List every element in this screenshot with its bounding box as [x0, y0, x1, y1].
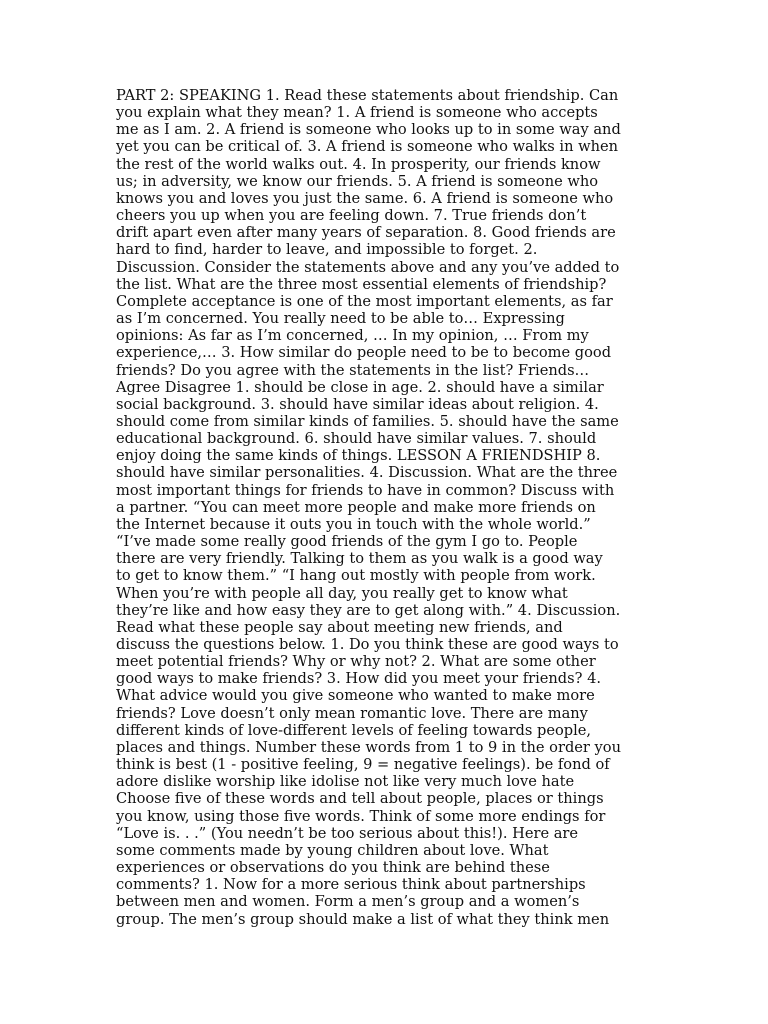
- text-line: should have similar personalities. 4. Discussion. What are the three: [116, 464, 618, 482]
- text-line: most important things for friends to have in common? Discuss with: [116, 481, 615, 499]
- text-line: enjoy doing the same kinds of things. LESSON A FRIENDSHIP 8.: [116, 447, 601, 465]
- text-line: to get to know them.” “I hang out mostly with people from work.: [116, 567, 596, 585]
- text-line: discuss the questions below. 1. Do you think these are good ways to: [116, 636, 619, 653]
- text-line: experience,… 3. How similar do people need to be to become good: [116, 344, 612, 362]
- text-line: you know, using those five words. Think of some more endings for: [116, 807, 606, 825]
- text-line: there are very friendly. Talking to them as you walk is a good way: [116, 550, 603, 568]
- text-line: comments? 1. Now for a more serious think about partnerships: [116, 876, 586, 894]
- text-line: PART 2: SPEAKING 1. Read these statements about friendship. Can: [116, 87, 619, 104]
- text-line: good ways to make friends? 3. How did you meet your friends? 4.: [116, 670, 602, 688]
- text-line: me as I am. 2. A friend is someone who looks up to in some way and: [116, 121, 621, 139]
- text-line: educational background. 6. should have similar values. 7. should: [116, 430, 597, 448]
- text-line: friends? Love doesn’t only mean romantic love. There are many: [116, 704, 588, 722]
- text-line: What advice would you give someone who wanted to make more: [116, 687, 595, 705]
- text-line: drift apart even after many years of separation. 8. Good friends are: [116, 224, 616, 242]
- text-line: Discussion. Consider the statements above and any you’ve added to: [116, 258, 620, 276]
- text-line: they’re like and how easy they are to get along with.” 4. Discussion.: [116, 601, 621, 619]
- text-line: friends? Do you agree with the statements in the list? Friends…: [116, 361, 590, 379]
- text-line: a partner. “You can meet more people and make more friends on: [116, 498, 596, 516]
- text-line: you explain what they mean? 1. A friend is someone who accepts: [116, 104, 598, 122]
- text-line: opinions: As far as I’m concerned, … In my opinion, … From my: [116, 327, 589, 345]
- text-line: Agree Disagree 1. should be close in age. 2. should have a similar: [116, 378, 604, 396]
- text-line: “I’ve made some really good friends of the gym I go to. People: [116, 533, 578, 551]
- text-line: us; in adversity, we know our friends. 5. A friend is someone who: [116, 172, 599, 190]
- text-line: the Internet because it outs you in touch with the whole world.”: [116, 515, 591, 533]
- text-line: think is best (1 - positive feeling, 9 = negative feelings). be fond of: [116, 756, 610, 774]
- text-line: social background. 3. should have similar ideas about religion. 4.: [116, 395, 599, 413]
- text-line: cheers you up when you are feeling down. 7. True friends don’t: [116, 207, 587, 225]
- text-line: group. The men’s group should make a list of what they think men: [116, 910, 610, 928]
- text-line: Choose five of these words and tell about people, places or things: [116, 790, 604, 808]
- text-line: between men and women. Form a men’s group and a women’s: [116, 893, 580, 911]
- text-line: meet potential friends? Why or why not? 2. What are some other: [116, 653, 596, 671]
- text-line: some comments made by young children about love. What: [116, 841, 549, 859]
- text-line: knows you and loves you just the same. 6. A friend is someone who: [116, 189, 614, 207]
- text-line: the rest of the world walks out. 4. In prosperity, our friends know: [116, 155, 601, 173]
- text-line: yet you can be critical of. 3. A friend is someone who walks in when: [116, 138, 619, 156]
- document-body-text: [116, 87, 656, 928]
- text-line: experiences or observations do you think are behind these: [116, 859, 550, 877]
- text-line: Read what these people say about meeting new friends, and: [116, 618, 563, 636]
- text-line: should come from similar kinds of families. 5. should have the same: [116, 412, 619, 430]
- text-line: different kinds of love-different levels of feeling towards people,: [116, 721, 592, 739]
- text-line: “Love is. . .” (You needn’t be too serious about this!). Here are: [116, 824, 579, 842]
- text-line: adore dislike worship like idolise not like very much love hate: [116, 773, 575, 791]
- text-line: hard to find, harder to leave, and impossible to forget. 2.: [116, 241, 538, 259]
- text-line: as I’m concerned. You really need to be able to… Expressing: [116, 310, 565, 328]
- text-line: When you’re with people all day, you really get to know what: [116, 584, 568, 602]
- text-line: Complete acceptance is one of the most important elements, as far: [116, 292, 613, 310]
- text-line: places and things. Number these words from 1 to 9 in the order you: [116, 738, 621, 756]
- text-line: the list. What are the three most essential elements of friendship?: [116, 275, 607, 293]
